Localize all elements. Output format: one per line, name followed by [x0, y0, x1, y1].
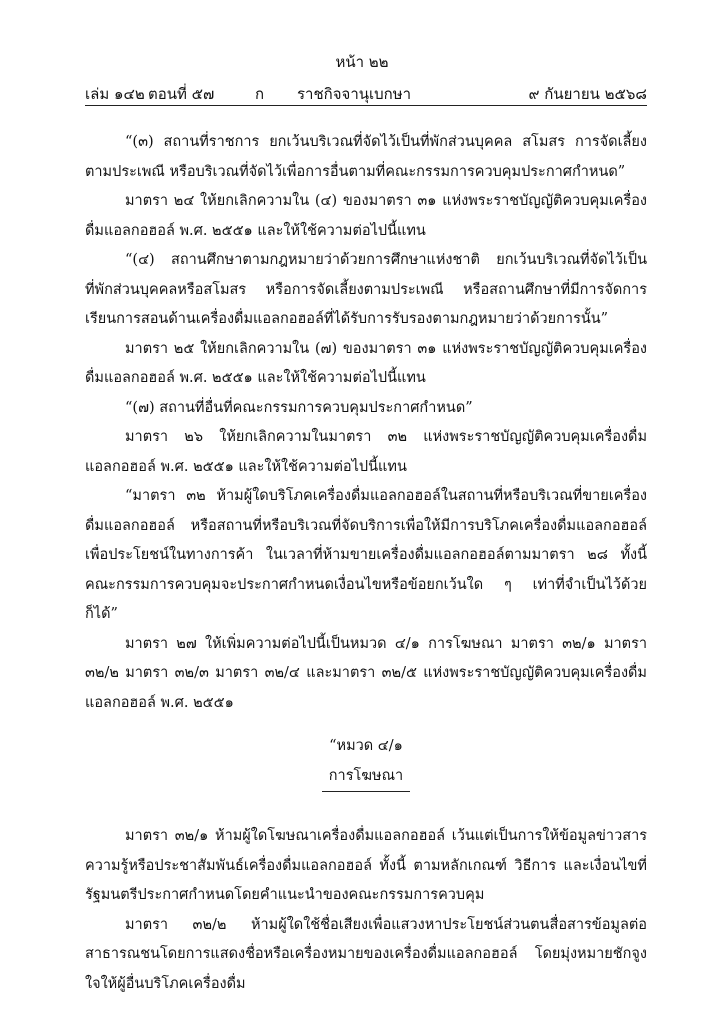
- chapter-divider: [322, 791, 410, 792]
- paragraph: “มาตรา ๓๒ ห้ามผู้ใดบริโภคเครื่องดื่มแอลกอฮอล์ในสถานที่หรือบริเวณที่ขายเครื่องดื่มแอลกอฮอล์ หรือสถานที่หรือบริเวณที่จัดบริการเพื่อให้มีการบริโภคเครื่องดื่มแอลกอฮอล์เพื่อประโยชน์ในทางการค้า ในเวลาที่ห้ามขายเครื่องดื่มแอลกอฮอล์ตามมาตรา ๒๘ ทั้งนี้ คณะกรรมการควบคุมจะประกาศกำหนดเงื่อนไขหรือข้อยกเว้นใด ๆ เท่าที่จำเป็นไว้ด้วยก็ได้”: [85, 488, 647, 622]
- publication-date: ๙ กันยายน ๒๕๖๘: [528, 85, 647, 103]
- section-category: ก: [255, 85, 265, 103]
- paragraph: มาตรา ๒๕ ให้ยกเลิกความใน (๗) ของมาตรา ๓๑ แห่งพระราชบัญญัติควบคุมเครื่องดื่มแอลกอฮอล์ พ.ศ. ๒๕๕๑ และให้ใช้ความต่อไปนี้แทน: [85, 340, 647, 386]
- chapter-title: การโฆษณา: [328, 767, 404, 784]
- paragraph: มาตรา ๒๗ ให้เพิ่มความต่อไปนี้เป็นหมวด ๔/๑ การโฆษณา มาตรา ๓๒/๑ มาตรา ๓๒/๒ มาตรา ๓๒/๓ มาตรา ๓๒/๔ และมาตรา ๓๒/๕ แห่งพระราชบัญญัติควบคุมเครื่องดื่มแอลกอฮอล์ พ.ศ. ๒๕๕๑: [85, 635, 647, 711]
- document-body: [85, 128, 647, 999]
- publication-title: ราชกิจจานุเบกษา: [297, 85, 412, 103]
- chapter-number: “หมวด ๔/๑: [329, 738, 403, 754]
- header-divider: [85, 105, 647, 106]
- volume-number: เล่ม ๑๔๒: [85, 85, 145, 103]
- paragraph: มาตรา ๒๔ ให้ยกเลิกความใน (๔) ของมาตรา ๓๑ แห่งพระราชบัญญัติควบคุมเครื่องดื่มแอลกอฮอล์ พ.ศ. ๒๕๕๑ และให้ใช้ความต่อไปนี้แทน: [85, 193, 647, 239]
- paragraph: มาตรา ๒๖ ให้ยกเลิกความในมาตรา ๓๒ แห่งพระราชบัญญัติควบคุมเครื่องดื่มแอลกอฮอล์ พ.ศ. ๒๕๕๑ และให้ใช้ความต่อไปนี้แทน: [85, 429, 647, 475]
- paragraph: “(๗) สถานที่อื่นที่คณะกรรมการควบคุมประกาศกำหนด”: [125, 399, 473, 416]
- paragraph: มาตรา ๓๒/๑ ห้ามผู้ใดโฆษณาเครื่องดื่มแอลกอฮอล์ เว้นแต่เป็นการให้ข้อมูลข่าวสาร ความรู้หรือประชาสัมพันธ์เครื่องดื่มแอลกอฮอล์ ทั้งนี้ ตามหลักเกณฑ์ วิธีการ และเงื่อนไขที่รัฐมนตรีประกาศกำหนดโดยคำแนะนำของคณะกรรมการควบคุม: [85, 828, 647, 903]
- paragraph: “(๔) สถานศึกษาตามกฎหมายว่าด้วยการศึกษาแห่งชาติ ยกเว้นบริเวณที่จัดไว้เป็นที่พักส่วนบุคคลหรือสโมสร หรือการจัดเลี้ยงตามประเพณี หรือสถานศึกษาที่มีการจัดการเรียนการสอนด้านเครื่องดื่มแอลกอฮอล์ที่ได้รับการรับรองตามกฎหมายว่าด้วยการนั้น”: [85, 252, 647, 327]
- paragraph: มาตรา ๓๒/๒ ห้ามผู้ใดใช้ชื่อเสียงเพื่อแสวงหาประโยชน์ส่วนตนสื่อสารข้อมูลต่อสาธารณชนโดยการแสดงชื่อหรือเครื่องหมายของเครื่องดื่มแอลกอฮอล์ โดยมุ่งหมายชักจูงใจให้ผู้อื่นบริโภคเครื่องดื่ม: [85, 916, 647, 992]
- gazette-header: [85, 82, 647, 104]
- section-number: ตอนที่ ๕๗: [148, 85, 215, 103]
- page-number: หน้า ๒๒: [335, 53, 389, 71]
- paragraph: “(๓) สถานที่ราชการ ยกเว้นบริเวณที่จัดไว้เป็นที่พักส่วนบุคคล สโมสร การจัดเลี้ยงตามประเพณี หรือบริเวณที่จัดไว้เพื่อการอื่นตามที่คณะกรรมการควบคุมประกาศกำหนด”: [85, 134, 647, 180]
